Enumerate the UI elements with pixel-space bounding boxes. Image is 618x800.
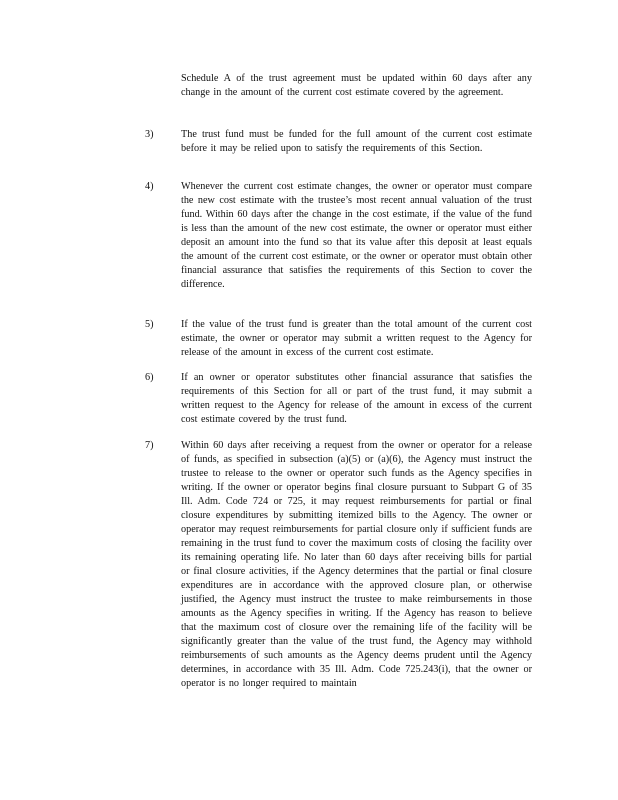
item-text-4: Whenever the current cost estimate changes, the owner or operator must compare the new cost estimate with the trustee’s most recent annual valuation of the trust fund. Within 60 days after the change in the cost estimate, if the value of the fund is less than the amount of the new cost estimate, the owner or operator must either deposit an amount into the fund so that its value after this deposit at least equals the amount of the current cost estimate, or the owner or operator must obtain other financial assurance that satisfies the requirements of this Section to cover the difference. bbox=[181, 181, 532, 290]
item-text-3: The trust fund must be funded for the full amount of the current cost estimate before it may be relied upon to satisfy the requirements of this Section. bbox=[181, 129, 532, 154]
item-number-4: 4) bbox=[145, 181, 154, 192]
item-text-7: Within 60 days after receiving a request from the owner or operator for a release of funds, as specified in subsection (a)(5) or (a)(6), the Agency must instruct the trustee to release to the owner or operator such funds as the Agency specifies in writing. If the owner or operator begins final closure pursuant to Subpart G of 35 Ill. Adm. Code 724 or 725, it may request reimbursements for partial or final closure expenditures by submitting itemized bills to the Agency. The owner or operator may request reimbursements for partial closure only if sufficient funds are remaining in the trust fund to cover the maximum costs of closing the facility over its remaining operating life. No later than 60 days after receiving bills for partial or final closure activities, if the Agency determines that the partial or final closure expenditures are in accordance with the approved closure plan, or otherwise justified, the Agency must instruct the trustee to make reimbursements in those amounts as the Agency specifies in writing. If the Agency has reason to believe that the maximum cost of closure over the remaining life of the facility will be significantly greater than the value of the trust fund, the Agency may withhold reimbursements of such amounts as the Agency deems prudent until the Agency determines, in accordance with 35 Ill. Adm. Code 725.243(i), that the owner or operator is no longer required to maintain bbox=[181, 440, 532, 689]
item-number-7: 7) bbox=[145, 440, 154, 451]
item-number-6: 6) bbox=[145, 372, 154, 383]
item-number-5: 5) bbox=[145, 319, 154, 330]
intro-paragraph: Schedule A of the trust agreement must be updated within 60 days after any change in the amount of the current cost estimate covered by the agreement. bbox=[181, 73, 532, 98]
item-text-6: If an owner or operator substitutes other financial assurance that satisfies the requirements of this Section for all or part of the trust fund, it may submit a written request to the Agency for release of the amount in excess of the current cost estimate covered by the trust fund. bbox=[181, 372, 532, 425]
item-number-3: 3) bbox=[145, 129, 154, 140]
item-text-5: If the value of the trust fund is greater than the total amount of the current cost estimate, the owner or operator may submit a written request to the Agency for release of the amount in excess of the current cost estimate. bbox=[181, 319, 532, 358]
